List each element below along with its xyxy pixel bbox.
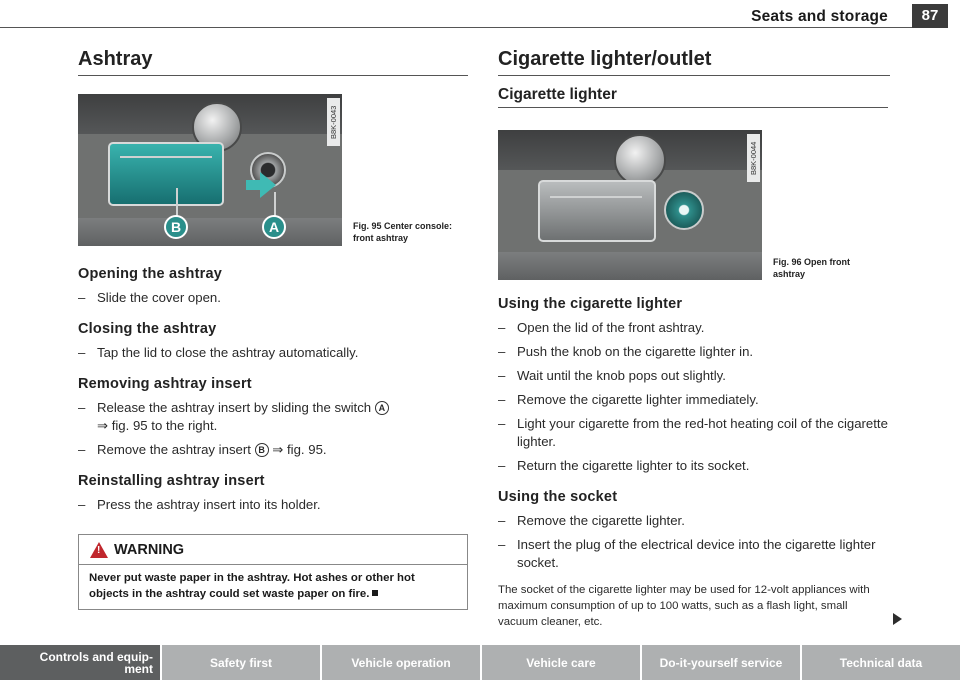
header-title: Seats and storage bbox=[751, 8, 888, 25]
tab-technical-data[interactable]: Technical data bbox=[802, 645, 960, 680]
list-removing bbox=[78, 399, 468, 459]
open-ashtray bbox=[538, 180, 656, 242]
warning-header bbox=[79, 535, 467, 565]
ref-a-icon: A bbox=[375, 401, 389, 415]
list-item: – Insert the plug of the electrical device into the cigarette lighter socket. bbox=[498, 536, 890, 572]
list-item bbox=[78, 399, 468, 435]
page-number: 87 bbox=[912, 4, 948, 28]
socket-note: The socket of the cigarette lighter may be used for 12-volt appliances with maximum consumption of up to 100 watts, such as a flash light, small vacuum cleaner, etc. bbox=[498, 584, 870, 628]
warning-text-content: Never put waste paper in the ashtray. Hot ashes or other hot objects in the ashtray could set waste paper on fire. bbox=[89, 572, 415, 600]
callout-b: B bbox=[164, 215, 188, 239]
warning-triangle-icon bbox=[90, 542, 108, 558]
list-item: – Tap the lid to close the ashtray automatically. bbox=[78, 344, 468, 362]
ref-b-icon: B bbox=[255, 443, 269, 457]
end-of-section-icon bbox=[372, 590, 378, 596]
left-column bbox=[78, 48, 468, 610]
tab-safety-first[interactable]: Safety first bbox=[162, 645, 322, 680]
list-reinstalling bbox=[78, 496, 468, 514]
list-opening bbox=[78, 289, 468, 307]
list-item: – Wait until the knob pops out slightly. bbox=[498, 367, 890, 385]
list-closing bbox=[78, 344, 468, 362]
warning-title: WARNING bbox=[114, 541, 185, 558]
figure-95-caption: Fig. 95 Center console: front ashtray bbox=[353, 220, 453, 243]
tray-lid-seam bbox=[550, 196, 642, 198]
figure-96 bbox=[498, 130, 890, 280]
lower-console bbox=[498, 252, 762, 280]
heading-removing: Removing ashtray insert bbox=[78, 376, 252, 392]
figure-96-caption: Fig. 96 Open front ashtray bbox=[773, 256, 851, 279]
list-item: – Light your cigarette from the red-hot heating coil of the cigarette lighter. bbox=[498, 415, 890, 451]
list-using-lighter bbox=[498, 319, 890, 475]
figure-95-image bbox=[78, 94, 342, 246]
fig-reference-link[interactable]: ⇒ fig. 95. bbox=[272, 442, 327, 457]
list-item bbox=[78, 441, 468, 459]
tab-controls-and-equipment[interactable]: Controls and equip- ment bbox=[0, 645, 162, 680]
cigarette-lighter bbox=[664, 190, 704, 230]
list-using-socket bbox=[498, 512, 890, 572]
header-rule bbox=[0, 27, 912, 28]
fig-reference-link[interactable]: ⇒ fig. 95 to the right. bbox=[97, 418, 218, 433]
figure-96-image bbox=[498, 130, 762, 280]
subsection-title-lighter: Cigarette lighter bbox=[498, 86, 888, 108]
list-item-text: Release the ashtray insert by sliding the switch bbox=[97, 400, 372, 415]
lower-console bbox=[78, 218, 342, 246]
list-item: – Open the lid of the front ashtray. bbox=[498, 319, 890, 337]
list-item-text: Remove the ashtray insert bbox=[97, 442, 251, 457]
list-item: – Remove the cigarette lighter. bbox=[498, 512, 890, 530]
climate-knob bbox=[614, 134, 666, 186]
ashtray-insert bbox=[108, 142, 224, 206]
list-item: – Remove the cigarette lighter immediately. bbox=[498, 391, 890, 409]
warning-text bbox=[79, 565, 467, 609]
list-item: – Push the knob on the cigarette lighter in. bbox=[498, 343, 890, 361]
section-title-lighter-outlet: Cigarette lighter/outlet bbox=[498, 48, 890, 76]
warning-box bbox=[78, 534, 468, 610]
slide-arrow-stem bbox=[246, 180, 260, 190]
callout-line-b bbox=[176, 188, 178, 218]
list-item: – Return the cigarette lighter to its socket. bbox=[498, 457, 890, 475]
callout-a: A bbox=[262, 215, 286, 239]
figure-95 bbox=[78, 94, 468, 246]
heading-closing: Closing the ashtray bbox=[78, 321, 217, 337]
tab-do-it-yourself-service[interactable]: Do-it-yourself service bbox=[642, 645, 802, 680]
tray-lid-seam bbox=[120, 156, 212, 158]
heading-using-lighter: Using the cigarette lighter bbox=[498, 296, 683, 312]
figure-id: B8K-0043 bbox=[327, 98, 340, 146]
tab-vehicle-operation[interactable]: Vehicle operation bbox=[322, 645, 482, 680]
figure-id: B8K-0044 bbox=[747, 134, 760, 182]
tab-vehicle-care[interactable]: Vehicle care bbox=[482, 645, 642, 680]
heading-using-socket: Using the socket bbox=[498, 489, 618, 505]
continue-arrow-icon bbox=[893, 613, 902, 625]
list-item: – Press the ashtray insert into its holder. bbox=[78, 496, 468, 514]
heading-reinstalling: Reinstalling ashtray insert bbox=[78, 473, 265, 489]
section-title-ashtray: Ashtray bbox=[78, 48, 468, 76]
heading-opening: Opening the ashtray bbox=[78, 266, 222, 282]
right-column bbox=[498, 48, 890, 630]
list-item: – Slide the cover open. bbox=[78, 289, 468, 307]
footer-nav bbox=[0, 645, 960, 680]
